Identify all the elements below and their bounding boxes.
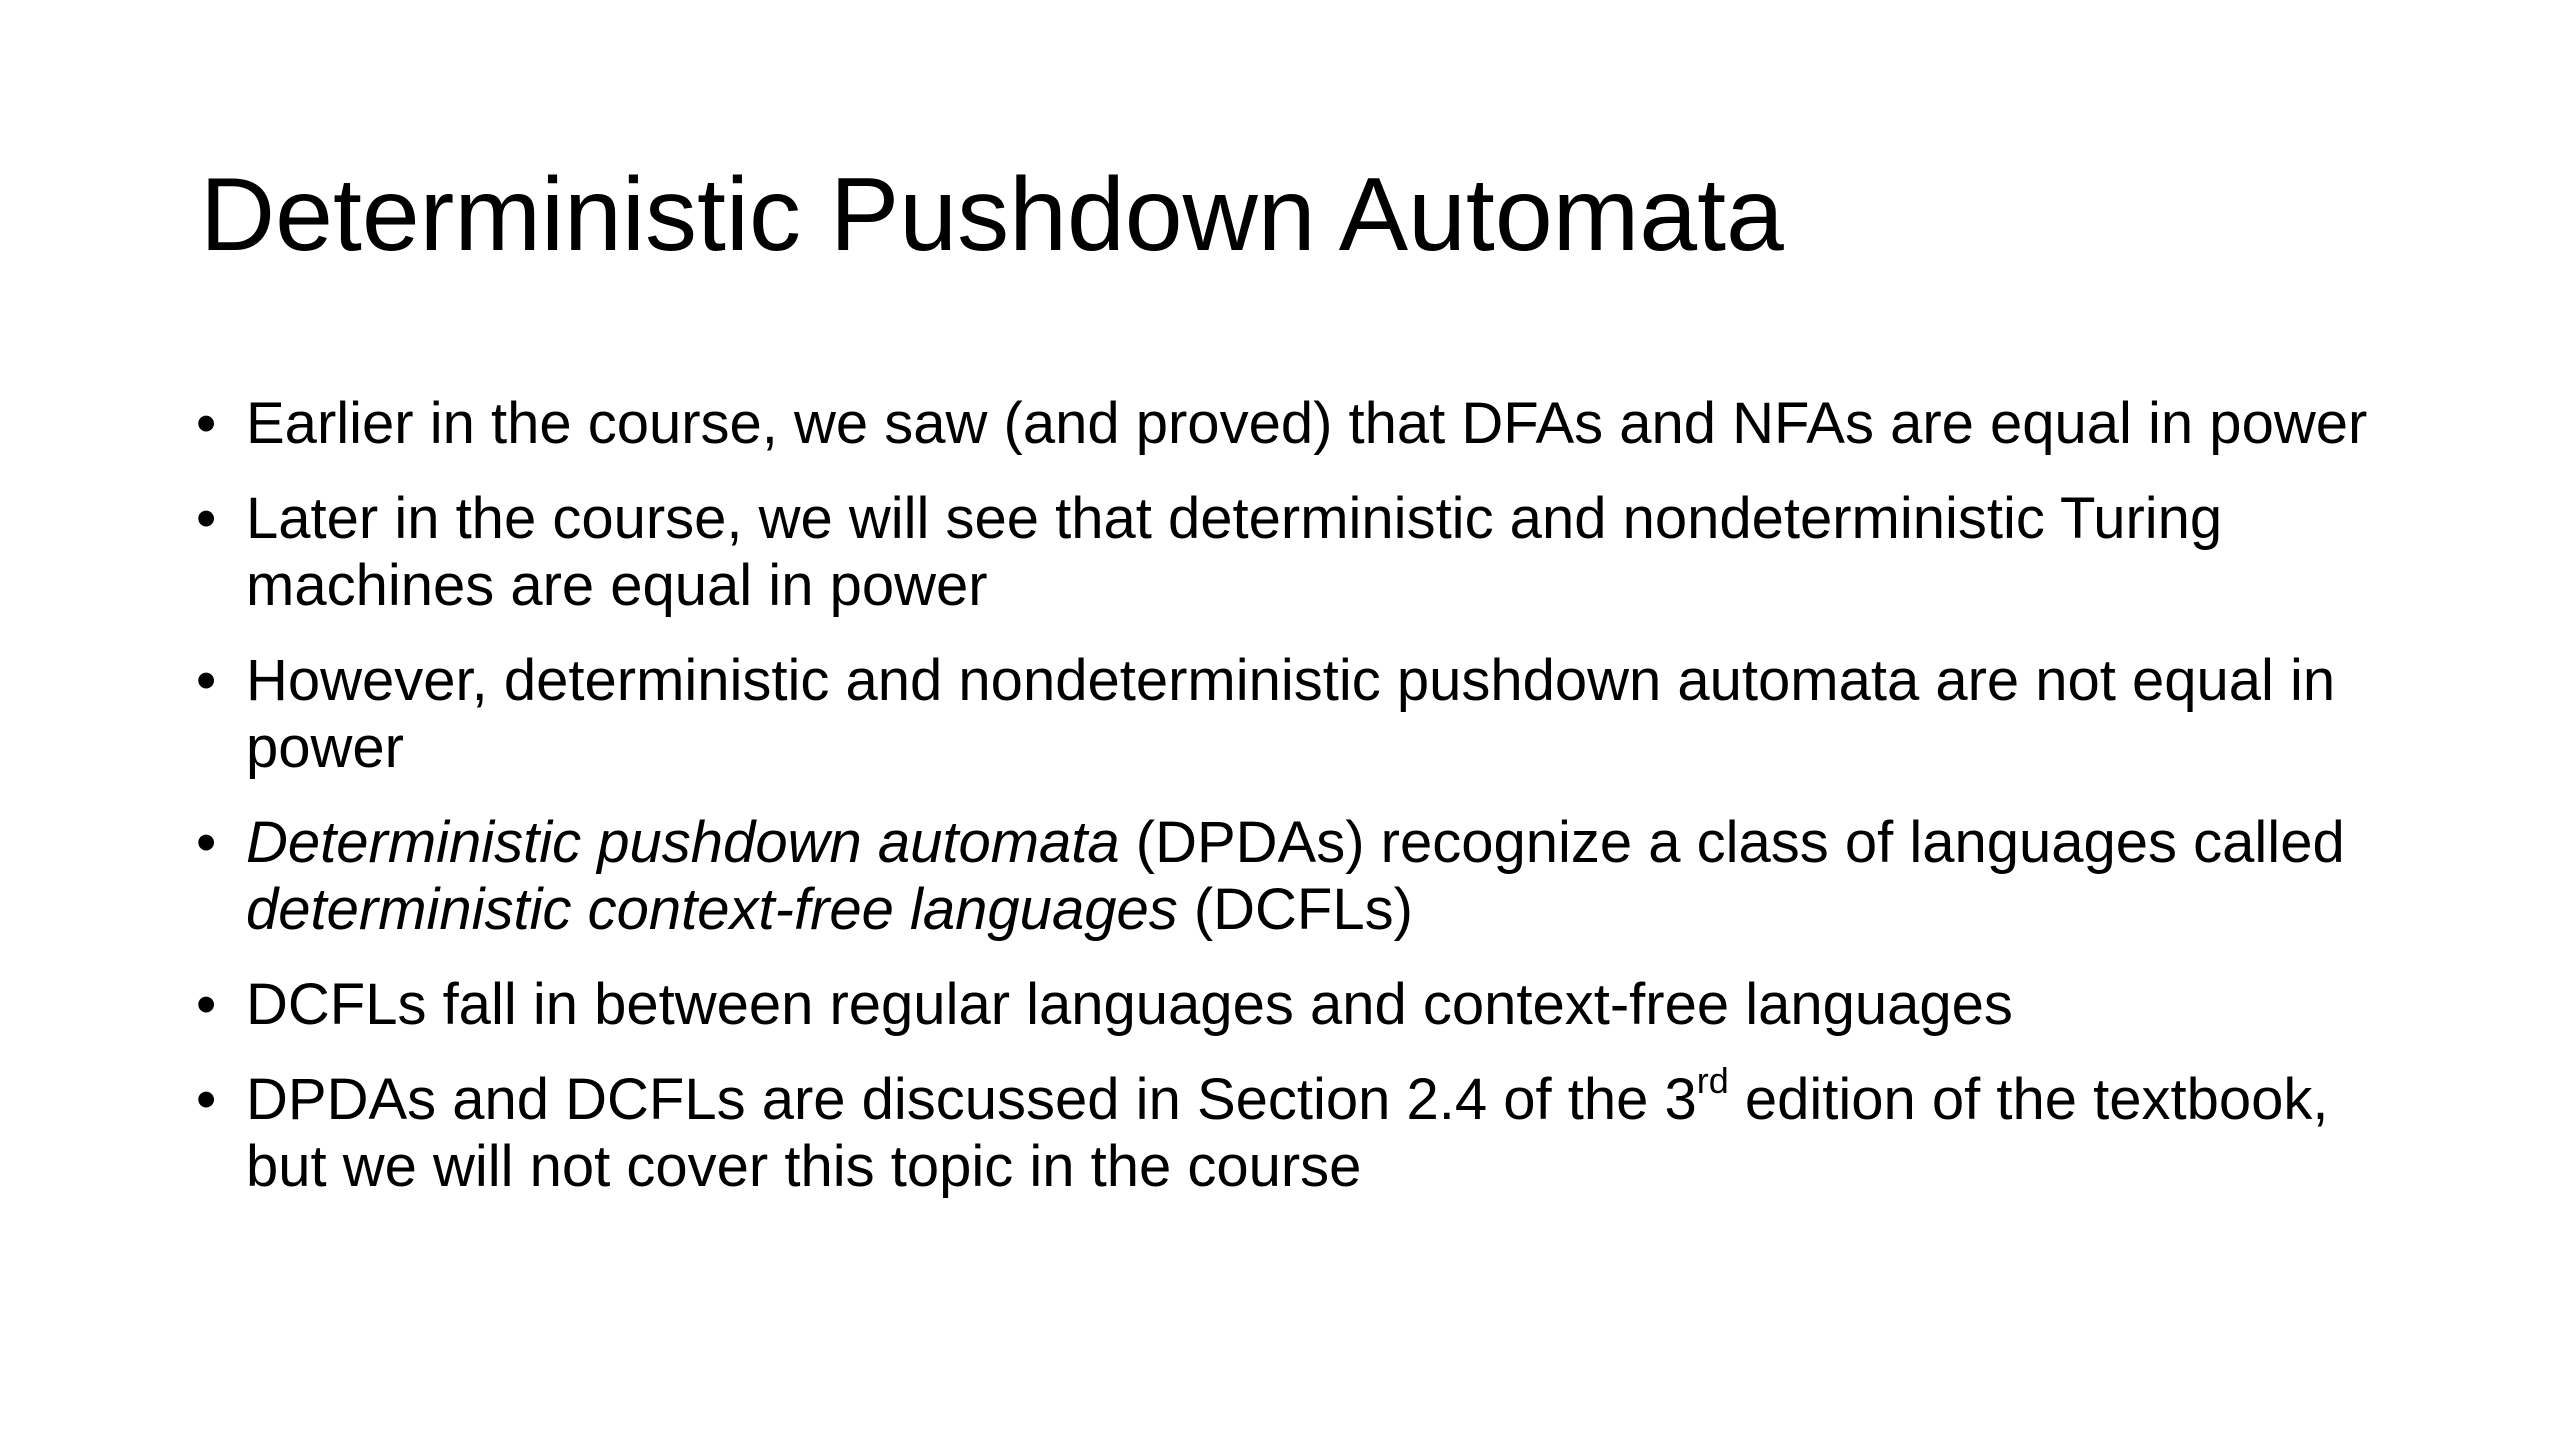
bullet-dot-icon: • (196, 391, 217, 456)
bullet-text: DCFLs fall in between regular languages and context-free languages (246, 972, 2013, 1037)
bullet-text: edition of the textbook, but we will not cover this topic in the course (246, 1067, 2329, 1199)
bullet-list (196, 390, 2406, 1228)
slide-title: Deterministic Pushdown Automata (200, 157, 1784, 273)
bullet-text: Later in the course, we will see that deterministic and nondeterministic Turing machines are equal in power (246, 486, 2223, 618)
bullet-dot-icon: • (196, 648, 217, 713)
bullet-item (196, 809, 2406, 943)
bullet-item (196, 485, 2406, 619)
italic-term: deterministic context-free languages (246, 877, 1178, 942)
ordinal-superscript: rd (1696, 1060, 1729, 1101)
bullet-item (196, 647, 2406, 781)
bullet-text: Earlier in the course, we saw (and proved) that DFAs and NFAs are equal in power (246, 391, 2368, 456)
bullet-dot-icon: • (196, 1067, 217, 1132)
italic-term: Deterministic pushdown automata (246, 810, 1120, 875)
bullet-item (196, 971, 2406, 1038)
bullet-item (196, 1060, 2406, 1200)
bullet-text: However, deterministic and nondeterministic pushdown automata are not equal in power (246, 648, 2336, 780)
bullet-dot-icon: • (196, 486, 217, 551)
bullet-dot-icon: • (196, 810, 217, 875)
bullet-text: (DPDAs) recognize a class of languages called (1119, 810, 2345, 875)
bullet-item (196, 390, 2406, 457)
bullet-dot-icon: • (196, 972, 217, 1037)
bullet-text: (DCFLs) (1177, 877, 1413, 942)
bullet-text: DPDAs and DCFLs are discussed in Section 2.4 of the 3 (246, 1067, 1697, 1132)
